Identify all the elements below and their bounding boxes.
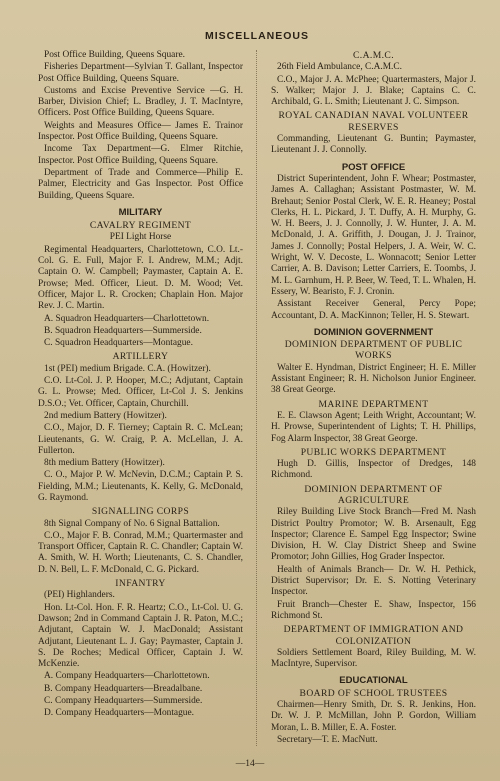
subheading-infantry: INFANTRY [115, 578, 166, 590]
paragraph: Commanding, Lieutenant G. Buntin; Paymaster, Lieutenant J. J. Connolly. [271, 134, 476, 156]
subheading-cavalry: CAVALRY REGIMENT [89, 220, 192, 232]
paragraph: Health of Animals Branch— Dr. W. H. Pethick, District Supervisor; Dr. E. S. Notting Veterinary Inspector. [271, 564, 476, 598]
paragraph: Assistant Receiver General, Percy Pope; Accountant, D. A. MacKinnon; Teller, H. S. Stewart. [271, 299, 476, 321]
paragraph: Income Tax Department—G. Elmer Ritchie, Inspector. Post Office Building, Queens Square. [38, 144, 243, 166]
paragraph: Department of Trade and Commerce—Philip E. Palmer, Electricity and Gas Inspector. Post Office Building, Queens Square. [38, 167, 243, 201]
paragraph: 26th Field Ambulance, C.A.M.C. [277, 62, 402, 73]
paragraph: Hon. Lt-Col. Hon. F. R. Heartz; C.O., Lt-Col. U. G. Dawson; 2nd in Command Captain J. R. Paton, M.C.; Adjutant, Captain W. J. MacDonald; Assistant Adjutant, Lieutenant L. J. Gay; Paymaster, Captain J. S. De Roches; Medical Officer, Captain J. W. McKenzie. [38, 602, 243, 670]
subheading-school-trustees: BOARD OF SCHOOL TRUSTEES [299, 687, 448, 699]
paragraph: 8th Signal Company of No. 6 Signal Battalion. [44, 518, 220, 529]
paragraph: 8th medium Battery (Howitzer). [44, 458, 165, 469]
paragraph: B. Company Headquarters—Breadalbane. [44, 683, 203, 694]
paragraph: C. O., Major P. W. McNevin, D.C.M.; Captain P. S. Fielding, M.M.; Lieutenants, K. Kelly, G. McDonald, G. Raymond. [38, 470, 243, 503]
subheading-public-works-dept: DOMINION DEPARTMENT OF PUBLIC WORKS [284, 339, 463, 362]
right-column [271, 50, 476, 746]
subheading-camc: C.A.M.C. [352, 50, 395, 61]
paragraph: Secretary—T. E. MacNutt. [277, 734, 378, 745]
subheading-naval-reserves: ROYAL CANADIAN NAVAL VOLUNTEER RESERVES [278, 110, 469, 133]
page-header: MISCELLANEOUS [204, 30, 309, 42]
paragraph: C.O., Major F. B. Conrad, M.M.; Quartermaster and Transport Officer, Captain R. C. Chandler; Captain W. A. Smith, W. H. Worth; Lieutenants, C. S. Chandler, D. N. Bell, L. F. McDonald, C. G. Pickard. [38, 530, 243, 575]
paragraph: Hugh D. Gillis, Inspector of Dredges, 148 Richmond. [271, 459, 476, 481]
paragraph: 2nd medium Battery (Howitzer). [44, 410, 167, 421]
paragraph: C. Squadron Headquarters—Montague. [44, 338, 193, 349]
paragraph: Post Office Building, Queens Square. [44, 50, 185, 60]
section-heading-post-office: POST OFFICE [341, 161, 406, 173]
subheading-immigration: DEPARTMENT OF IMMIGRATION AND COLONIZATION [283, 624, 464, 647]
paragraph: District Superintendent, John F. Whear; Postmaster, James A. Callaghan; Assistant Postmaster, W. M. Brehaut; Senior Postal Clerk, W. E. R. Heaney; Postal Clerks, H. L. Pickard, J. T. Duffy, A. H. Murphy, G. W. H. Beers, J. J. Connolly, J. W. Hunter, J. A. M. McDonald, J. A. Griffith, J. Dougan, J. J. Trainor, James J. Connolly; Postal Helpers, J. A. Weir, W. C. Wright, W. V. Decoste, L. Wonnacott; Senior Letter Carrier, A. B. Davison; Letter Carriers, E. Toombs, J. M. L. Garnhum, H. P. Beer, W. Teed, T. L. Whalen, H. Essery, W. Bearisto, F. J. Cronin. [271, 173, 476, 297]
paragraph: C.O., Major, D. F. Tierney; Captain R. C. McLean; Lieutenants, G. W. Craig, P. A. McLellan, J. A. Fullerton. [38, 423, 243, 456]
paragraph: Customs and Excise Preventive Service —G. H. Barber, Division Chief; L. Bradley, J. T. MacIntyre, Officers. Post Office Building, Queens Square. [38, 85, 243, 119]
paragraph: C.O. Lt-Col. J. P. Hooper, M.C.; Adjutant, Captain G. L. Prowse; Med. Officer, Lt-Col J. S. Jenkins D.S.O.; Vet. Officer, Captain, Churchill. [38, 376, 243, 409]
subheading-artillery: ARTILLERY [112, 351, 169, 363]
paragraph: E. E. Clawson Agent; Leith Wright, Accountant; W. H. Prowse, Superintendent of Lights; T. H. Phillips, Fog Alarm Inspector, 38 Great George. [271, 410, 476, 444]
section-heading-dominion-government: DOMINION GOVERNMENT [313, 326, 434, 338]
subheading-public-works: PUBLIC WORKS DEPARTMENT [300, 446, 447, 458]
paragraph: Soldiers Settlement Board, Riley Building, M. W. MacIntyre, Supervisor. [271, 647, 476, 670]
paragraph: 1st (PEI) medium Brigade. C.A. (Howitzer). [44, 363, 211, 374]
paragraph: C. Company Headquarters—Summerside. [44, 696, 203, 707]
two-column-body [38, 50, 476, 746]
section-heading-educational: EDUCATIONAL [339, 675, 408, 687]
paragraph: C.O., Major J. A. McPhee; Quartermasters, Major J. S. Walker; Major J. J. Blake; Captains C. C. Archibald, G. L. Smith; Lieutenant J. C. Simpson. [271, 74, 476, 108]
column-divider [256, 50, 258, 746]
paragraph: A. Company Headquarters—Charlottetown. [44, 671, 210, 682]
subheading-marine: MARINE DEPARTMENT [318, 398, 429, 410]
paragraph: Regimental Headquarters, Charlottetown, C.O. Lt.-Col. G. E. Full, Major F. I. Andrew, M.M.; Adjt. Captain O. W. Campbell; Paymaster, Captain A. E. Prowse; Med. Officer, Lieut. D. M. Wood; Vet. Officer, Major L. R. Crocken; Chaplain Hon. Major Rev. J. C. Martin. [38, 244, 243, 312]
paragraph: (PEI) Highlanders. [44, 590, 115, 601]
paragraph: A. Squadron Headquarters—Charlottetown. [44, 313, 210, 324]
subheading-agriculture: DOMINION DEPARTMENT OF AGRICULTURE [304, 483, 443, 506]
left-column [38, 50, 243, 720]
paragraph: Chairmen—Henry Smith, Dr. S. R. Jenkins, Hon. Dr. W. J. P. McMillan, John P. Gordon, William Moran, L. B. Miller, E. A. Foster. [271, 700, 476, 733]
paragraph: Weights and Measures Office— James E. Trainor Inspector. Post Office Building, Queens Square. [38, 120, 243, 143]
subheading-pei-light-horse: PEI Light Horse [109, 232, 172, 243]
paragraph: B. Squadron Headquarters—Summerside. [44, 325, 202, 336]
paragraph: Fisheries Department—Sylvian T. Gallant, Inspector Post Office Building, Queens Square. [38, 62, 243, 84]
page-number: —14— [235, 759, 265, 769]
subheading-signalling: SIGNALLING CORPS [91, 506, 190, 518]
paragraph: Riley Building Live Stock Branch—Fred M. Nash District Poultry Promotor; W. B. Arsenault, Egg Inspector; Clarence E. Sampel Egg Inspector; Swine Division, H. W. Clay District Sheep and Swine Promotor; John Gillies, Hog Grader Inspector. [271, 507, 476, 563]
paragraph: Walter E. Hyndman, District Engineer; H. E. Miller Assistant Engineer; R. H. Nicholson Junior Engineer. 38 Great George. [271, 362, 476, 396]
section-heading-military: MILITARY [118, 206, 163, 218]
paragraph: D. Company Headquarters—Montague. [44, 708, 194, 719]
paragraph: Fruit Branch—Chester E. Shaw, Inspector, 156 Richmond St. [271, 599, 476, 621]
